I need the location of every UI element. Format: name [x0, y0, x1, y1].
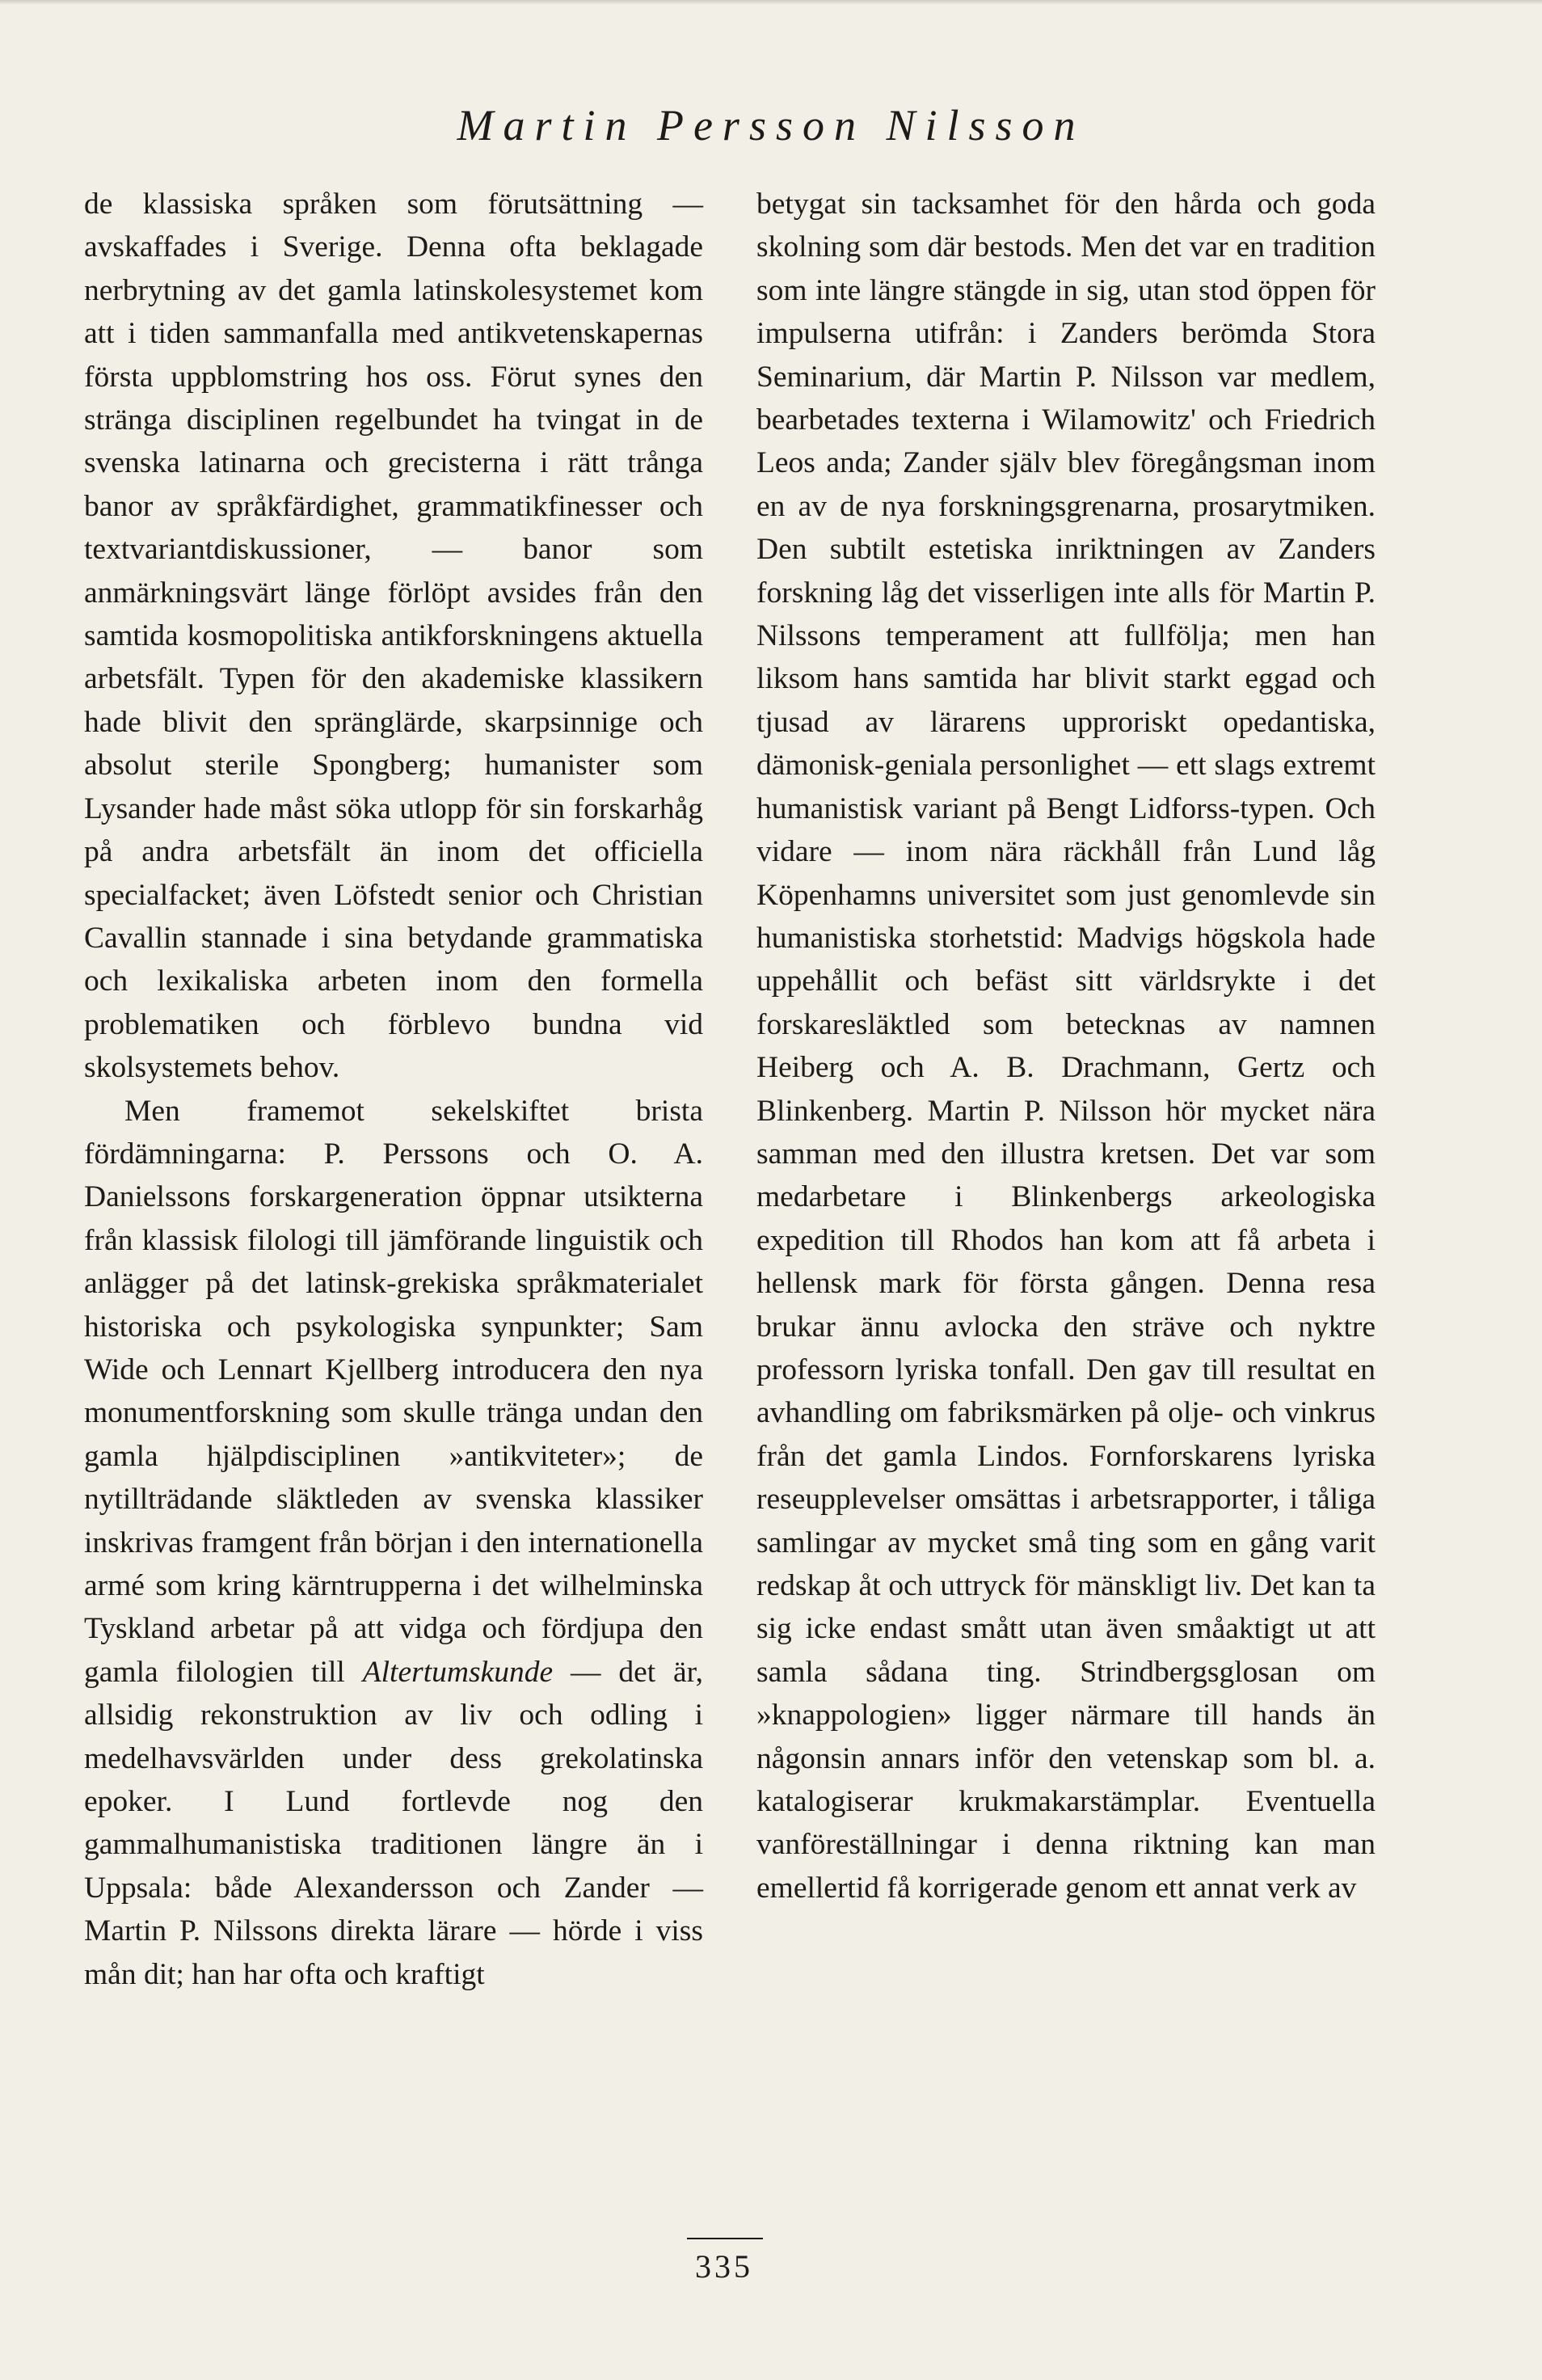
- page-number: 335: [695, 2248, 753, 2285]
- right-paragraph-1: betygat sin tacksamhet för den hårda och goda skolning som där bestods. Men det var en tradition som inte längre stängde in sig, utan stod öppen för impulserna utifrån: i Zanders berömda Stora Seminarium, där Martin P. Nilsson var medlem, bearbetades texterna i Wilamowitz' och Friedrich Leos anda; Zander själv blev föregångsman inom en av de nya forskningsgrenarna, prosarytmiken. Den subtilt estetiska inriktningen av Zanders forskning låg det visserligen inte alls för Martin P. Nilssons temperament att fullfölja; men han liksom hans samtida har blivit starkt eggad och tjusad av lärarens upproriskt opedantiska, dämonisk-geniala personlighet — ett slags extremt humanistisk variant på Bengt Lidforss-typen. Och vidare — inom nära räckhåll från Lund låg Köpenhamns universitet som just genomlevde sin humanistiska storhetstid: Madvigs högskola hade uppehållit och befäst sitt världsrykte i det forskaresläktled som betecknas av namnen Heiberg och A. B. Drachmann, Gertz och Blinkenberg. Martin P. Nilsson hör mycket nära samman med den illustra kretsen. Det var som medarbetare i Blinkenbergs arkeologiska expedition till Rhodos han kom att få arbeta i hellensk mark för första gången. Denna resa brukar ännu avlocka den sträve och nyktre professorn lyriska tonfall. Den gav till resultat en avhandling om fabriksmärken på olje- och vinkrus från det gamla Lindos. Fornforskarens lyriska reseupplevelser omsättas i arbetsrapporter, i tåliga samlingar av mycket små ting som en gång varit redskap åt och uttryck för mänskligt liv. Det kan ta sig icke endast smått utan även småaktigt ut att samla sådana ting. Strindbergsglosan om »knappologien» ligger närmare till hands än någonsin annars inför den vetenskap som bl. a. katalogiserar krukmakarstämplar. Eventuella vanföreställningar i denna riktning kan man emellertid få korrigerade genom ett annat verk av: [756, 188, 1376, 1905]
- altertumskunde-term: Altertumskunde: [362, 1655, 554, 1689]
- left-paragraph-2: [84, 1090, 703, 1997]
- left-paragraph-2-text-b: — det är, allsidig rekonstruktion av liv och odling i medelhavsvärlden under dess grekolatinska epoker. I Lund fortlevde nog den gammalhumanistiska traditionen längre än i Uppsala: både Alexandersson och Zander — Martin P. Nilssons direkta lärare — hörde i viss mån dit; han har ofta och kraftigt: [84, 1655, 704, 1991]
- left-column: [84, 183, 703, 1996]
- folio-rule: [687, 2238, 763, 2239]
- left-paragraph-1: de klassiska språken som förutsättning — avskaffades i Sverige. Denna ofta beklagade nerbrytning av det gamla latinskolesystemet kom att i tiden sammanfalla med antikvetenskapernas första uppblomstring hos oss. Förut synes den stränga disciplinen regelbundet ha tvingat in de svenska latinarna och grecisterna i rätt trånga banor av språkfärdighet, grammatikfinesser och textvariantdiskussioner, — banor som anmärkningsvärt länge förlöpt avsides från den samtida kosmopolitiska antikforskningens aktuella arbetsfält. Typen för den akademiske klassikern hade blivit den spränglärde, skarpsinnige och absolut sterile Spongberg; humanister som Lysander hade måst söka utlopp för sin forskarhåg på andra arbetsfält än inom det officiella specialfacket; även Löfstedt senior och Christian Cavallin stannade i sina betydande grammatiska och lexikaliska arbeten inom den formella problematiken och förblevo bundna vid skolsystemets behov.: [84, 188, 703, 1085]
- running-head: Martin Persson Nilsson: [457, 101, 1085, 150]
- right-column: [756, 183, 1376, 1909]
- left-paragraph-2-text-a: Men framemot sekelskiftet brista fördämningarna: P. Perssons och O. A. Danielssons forskargeneration öppnar utsikterna från klassisk filologi till jämförande linguistik och anlägger på det latinsk-grekiska språkmaterialet historiska och psykologiska synpunkter; Sam Wide och Lennart Kjellberg introducera den nya monumentforskning som skulle tränga undan den gamla hjälpdisciplinen »antikviteter»; de nytillträdande släktleden av svenska klassiker inskrivas framgent från början i den internationella armé som kring kärntrupperna i det wilhelminska Tyskland arbetar på att vidga och fördjupa den gamla filologien till: [84, 1094, 703, 1689]
- page-edge: [0, 0, 1542, 5]
